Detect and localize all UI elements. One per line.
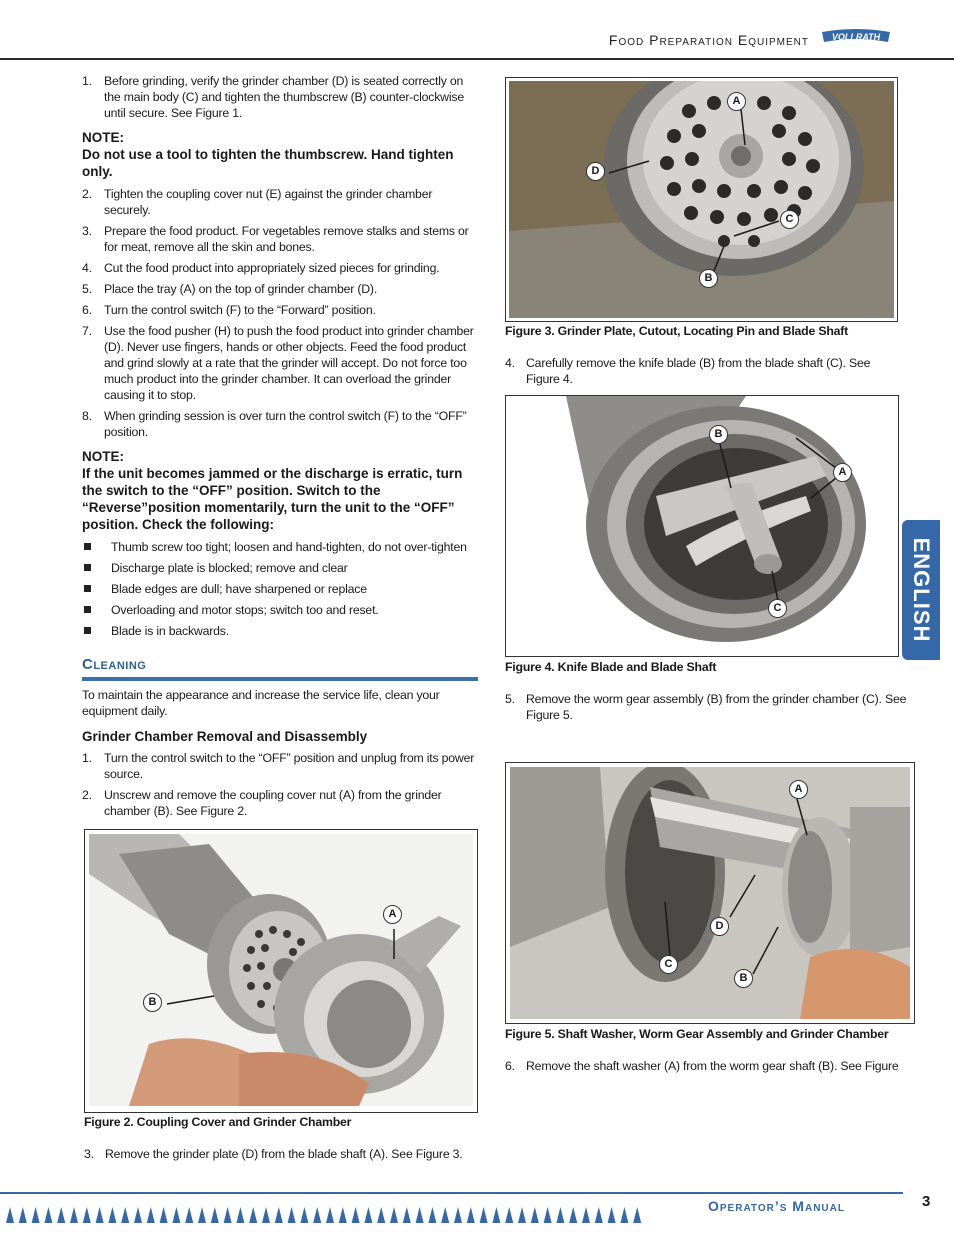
footer-triangle <box>544 1207 552 1223</box>
footer-triangle <box>339 1207 347 1223</box>
steps-list-a <box>82 73 478 121</box>
callout-b: B <box>734 969 753 988</box>
list-item: Blade is in backwards. <box>82 623 478 639</box>
footer-triangle <box>70 1207 78 1223</box>
figure-2-caption: Figure 2. Coupling Cover and Grinder Chamber <box>84 1115 352 1129</box>
callout-d: D <box>586 162 605 181</box>
footer-triangle <box>441 1207 449 1223</box>
footer-rule <box>0 1192 903 1194</box>
list-item: Overloading and motor stops; switch too and reset. <box>82 602 478 618</box>
footer-triangle <box>518 1207 526 1223</box>
list-item: 1. Turn the control switch to the “OFF” position and unplug from its power source. <box>82 751 475 781</box>
figure-2-photo <box>89 834 473 1106</box>
footer-triangle <box>224 1207 232 1223</box>
note-label: NOTE: <box>82 130 124 145</box>
footer-triangle <box>288 1207 296 1223</box>
list-item: 1. Before grinding, verify the grinder chamber (D) is seated correctly on the main body (C) and tighten the thumbscrew (B) counter-clockwise until secure. See Figure 1. <box>82 74 464 120</box>
footer-triangle <box>96 1207 104 1223</box>
footer-triangle <box>313 1207 321 1223</box>
figure-5-caption: Figure 5. Shaft Washer, Worm Gear Assembly and Grinder Chamber <box>505 1027 889 1041</box>
language-tab-label: ENGLISH <box>909 537 934 643</box>
callout-c: C <box>659 955 678 974</box>
figure-3-caption: Figure 3. Grinder Plate, Cutout, Locating Pin and Blade Shaft <box>505 324 849 338</box>
steps-list-c <box>82 750 478 819</box>
section-subheading: Grinder Chamber Removal and Disassembly <box>82 729 368 744</box>
bullet-square-icon <box>84 606 91 613</box>
page-number: 3 <box>922 1193 931 1210</box>
callout-c: C <box>780 210 799 229</box>
footer-triangle <box>480 1207 488 1223</box>
footer-triangle <box>454 1207 462 1223</box>
figure-3-frame <box>505 77 898 322</box>
footer-triangle <box>211 1207 219 1223</box>
cleaning-text: To maintain the appearance and increase the service life, clean your equipment daily. <box>82 688 440 718</box>
callout-d: D <box>710 917 729 936</box>
callout-a: A <box>789 780 808 799</box>
footer-triangle <box>595 1207 603 1223</box>
note-1 <box>82 129 478 180</box>
footer-triangle <box>633 1207 641 1223</box>
bullet-square-icon <box>84 627 91 634</box>
footer-triangle <box>262 1207 270 1223</box>
left-column <box>82 73 478 824</box>
figure-4-photo <box>506 396 898 656</box>
footer-triangle <box>121 1207 129 1223</box>
footer-triangle <box>185 1207 193 1223</box>
callout-c: C <box>768 599 787 618</box>
footer-triangle <box>416 1207 424 1223</box>
bullet-square-icon <box>84 585 91 592</box>
footer-triangle <box>32 1207 40 1223</box>
figure-2-frame <box>84 829 478 1113</box>
steps-list-b <box>82 186 478 440</box>
language-tab[interactable] <box>902 520 940 660</box>
footer-triangle <box>300 1207 308 1223</box>
figure-5-photo <box>510 767 910 1019</box>
callout-a: A <box>383 905 402 924</box>
footer-triangle <box>428 1207 436 1223</box>
callout-b: B <box>143 993 162 1012</box>
troubleshoot-list <box>82 539 478 639</box>
footer-triangle <box>492 1207 500 1223</box>
footer-triangle <box>236 1207 244 1223</box>
footer-triangle <box>467 1207 475 1223</box>
footer-triangle <box>608 1207 616 1223</box>
step-4: 4. Carefully remove the knife blade (B) from the blade shaft (C). See Figure 4. <box>505 356 871 386</box>
list-item: Discharge plate is blocked; remove and clear <box>82 560 478 576</box>
step-5: 5. Remove the worm gear assembly (B) from the grinder chamber (C). See Figure 5. <box>505 692 907 722</box>
cleaning-rule <box>82 677 478 681</box>
footer-triangle <box>134 1207 142 1223</box>
footer-triangle <box>620 1207 628 1223</box>
footer-triangle <box>19 1207 27 1223</box>
footer-triangle-pattern <box>6 1207 646 1223</box>
footer-triangle <box>377 1207 385 1223</box>
list-item: 7. Use the food pusher (H) to push the food product into grinder chamber (D). Never use fingers, hands or other objects. Feed the food product and grind slowly at a rate that the grinder will accept. Do not force too much product into the grinder chamber. It can overload the grinder causing it to stop. <box>82 324 474 402</box>
callout-b: B <box>709 425 728 444</box>
note-text: Do not use a tool to tighten the thumbscrew. Hand tighten only. <box>82 147 454 179</box>
footer-triangle <box>582 1207 590 1223</box>
list-item: 2. Tighten the coupling cover nut (E) against the grinder chamber securely. <box>82 187 433 217</box>
cleaning-heading: Cleaning <box>82 656 147 673</box>
footer-triangle <box>403 1207 411 1223</box>
footer-triangle <box>364 1207 372 1223</box>
list-item: 6. Turn the control switch (F) to the “Forward” position. <box>82 303 376 317</box>
bullet-square-icon <box>84 564 91 571</box>
footer-triangle <box>249 1207 257 1223</box>
footer-triangle <box>505 1207 513 1223</box>
note-text: If the unit becomes jammed or the discharge is erratic, turn the switch to the “OFF” position. Switch to the “Reverse”position momentarily, turn the unit to the “OFF” position. Check the following: <box>82 466 463 532</box>
footer-triangle <box>390 1207 398 1223</box>
footer-triangle <box>275 1207 283 1223</box>
footer-triangle <box>531 1207 539 1223</box>
footer-triangle <box>83 1207 91 1223</box>
footer-triangle <box>556 1207 564 1223</box>
footer-triangle <box>352 1207 360 1223</box>
footer-triangle <box>6 1207 14 1223</box>
footer-triangle <box>326 1207 334 1223</box>
callout-a: A <box>727 92 746 111</box>
list-item: 5. Place the tray (A) on the top of grinder chamber (D). <box>82 282 378 296</box>
list-item: 8. When grinding session is over turn the control switch (F) to the “OFF” position. <box>82 409 467 439</box>
footer-triangle <box>44 1207 52 1223</box>
list-item: 4. Cut the food product into appropriately sized pieces for grinding. <box>82 261 440 275</box>
list-item: 3. Prepare the food product. For vegetables remove stalks and stems or for meat, remove all the skin and bones. <box>82 224 469 254</box>
figure-5-frame <box>505 762 915 1024</box>
list-item: 2. Unscrew and remove the coupling cover nut (A) from the grinder chamber (B). See Figure 2. <box>82 788 442 818</box>
footer-triangle <box>172 1207 180 1223</box>
note-2 <box>82 448 478 533</box>
footer-triangle <box>569 1207 577 1223</box>
footer-triangle <box>160 1207 168 1223</box>
figure-4-caption: Figure 4. Knife Blade and Blade Shaft <box>505 660 717 674</box>
footer-triangle <box>198 1207 206 1223</box>
header-title: Food Preparation Equipment <box>608 32 809 48</box>
list-item: Blade edges are dull; have sharpened or replace <box>82 581 478 597</box>
list-item: Thumb screw too tight; loosen and hand-tighten, do not over-tighten <box>82 539 478 555</box>
bullet-square-icon <box>84 543 91 550</box>
footer-triangle <box>147 1207 155 1223</box>
step-6: 6. Remove the shaft washer (A) from the worm gear shaft (B). See Figure <box>505 1059 899 1073</box>
vollrath-logo <box>820 28 892 46</box>
figure-4-frame <box>505 395 899 657</box>
step-3: 3. Remove the grinder plate (D) from the blade shaft (A). See Figure 3. <box>84 1147 463 1161</box>
callout-b: B <box>699 269 718 288</box>
footer-triangle <box>57 1207 65 1223</box>
callout-a: A <box>833 463 852 482</box>
note-label: NOTE: <box>82 449 124 464</box>
header-rule <box>0 58 954 60</box>
footer-title: Operator’s Manual <box>708 1198 845 1214</box>
footer-triangle <box>108 1207 116 1223</box>
svg-text:VOLLRATH: VOLLRATH <box>831 32 881 42</box>
